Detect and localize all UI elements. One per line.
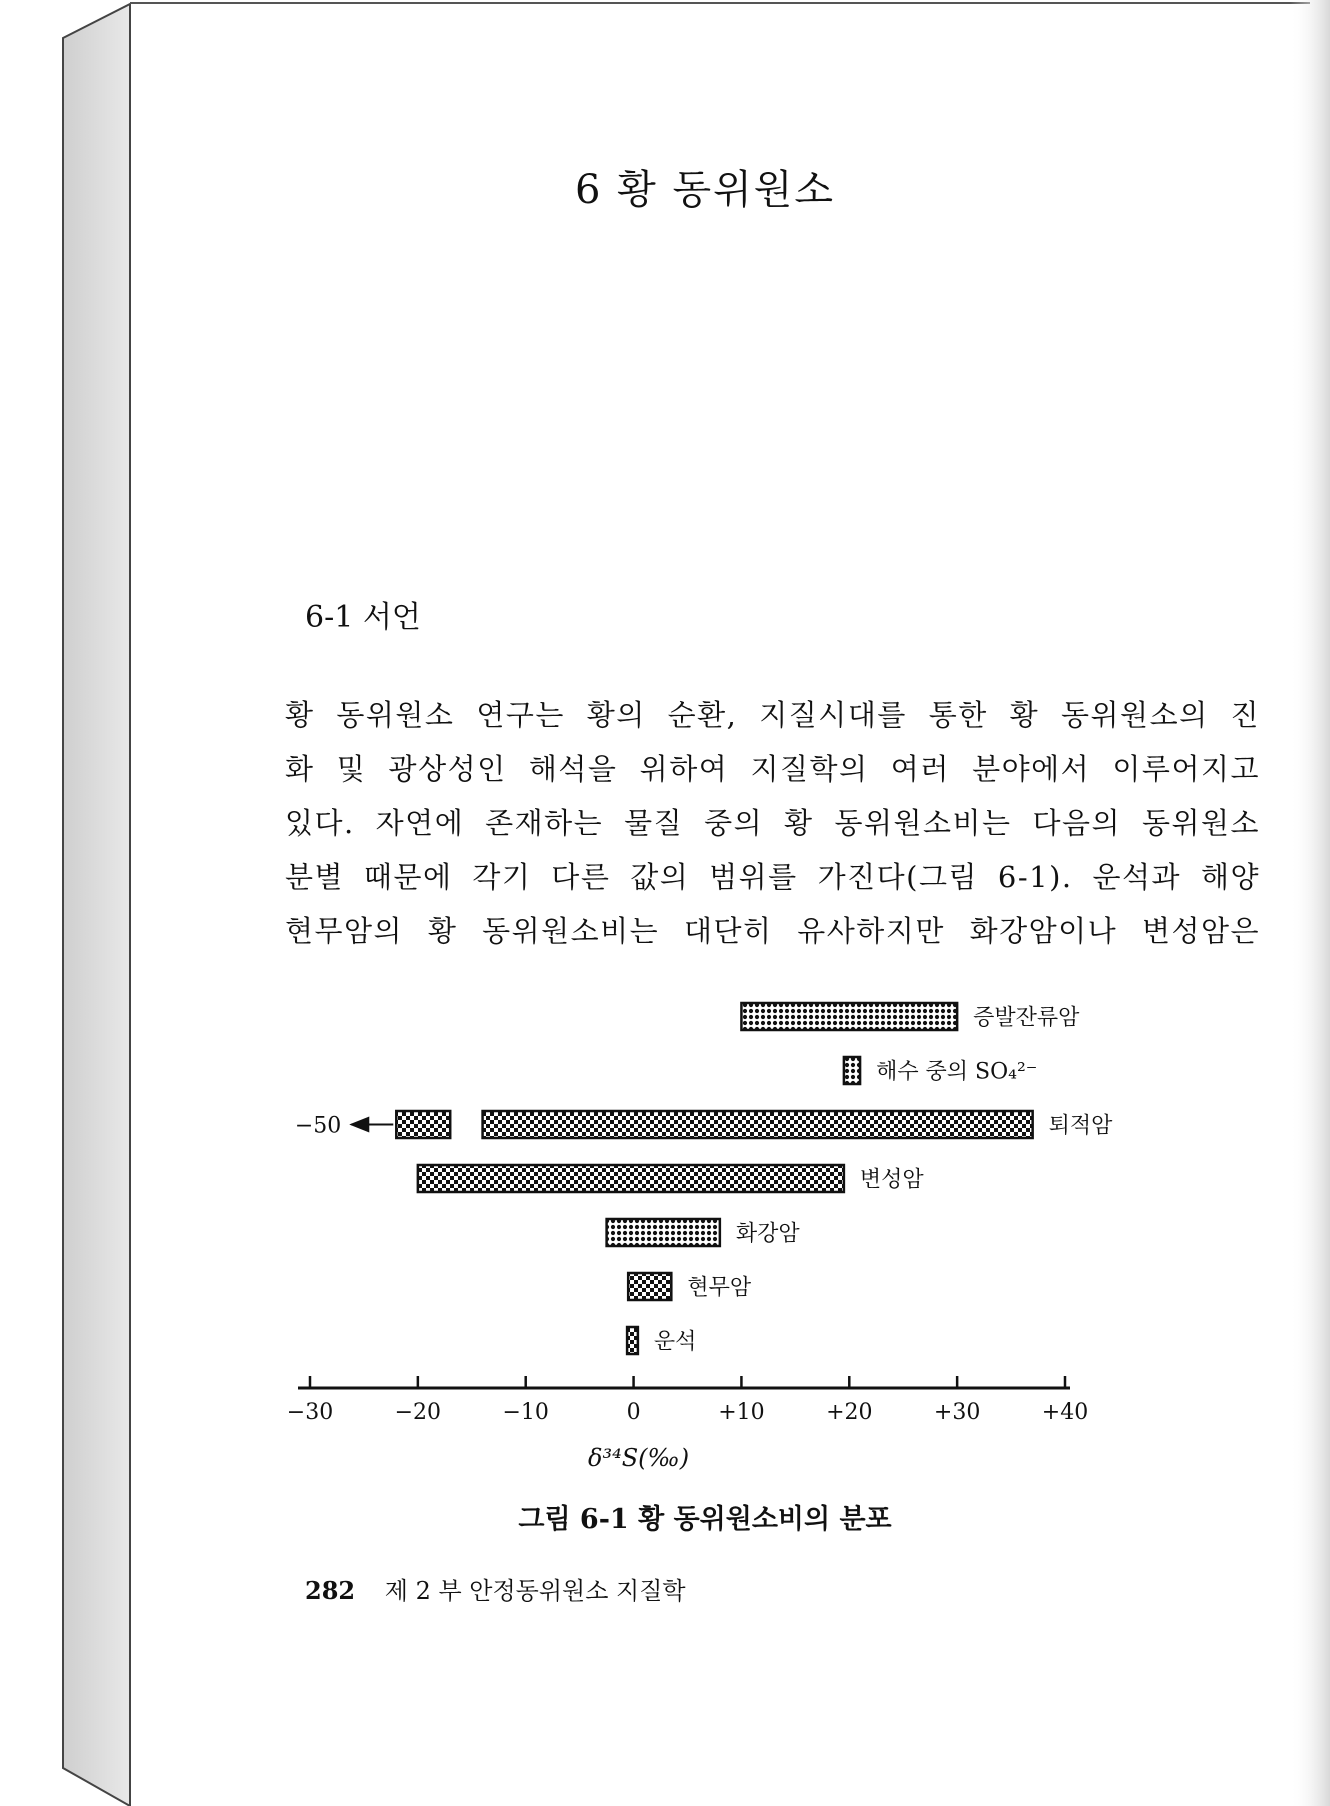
x-tick-label: −20 [394, 1400, 442, 1425]
range-extension-label: −50 [294, 1113, 342, 1139]
page-number: 282 [305, 1576, 356, 1605]
range-bar [741, 1003, 957, 1030]
book-page [130, 0, 1300, 1806]
body-line: 화 및 광상성인 해석을 위하여 지질학의 여러 분야에서 이루어지고 [285, 752, 1260, 786]
section-heading: 6-1 서언 [305, 600, 421, 635]
range-bar [483, 1111, 1033, 1138]
x-axis-label: δ³⁴S(‰) [588, 1444, 690, 1472]
range-label: 변성암 [859, 1167, 924, 1193]
range-label: 퇴적암 [1048, 1113, 1113, 1139]
x-tick-label: +40 [1041, 1400, 1089, 1425]
range-bar [844, 1057, 860, 1084]
x-tick-label: +20 [826, 1400, 873, 1425]
x-tick-label: 0 [626, 1400, 641, 1425]
x-tick-label: +30 [933, 1400, 981, 1425]
range-label: 화강암 [735, 1221, 800, 1247]
page-footer [305, 1571, 686, 1606]
range-bar [607, 1219, 720, 1246]
body-line: 현무암의 황 동위원소비는 대단히 유사하지만 화강암이나 변성암은 [285, 914, 1260, 948]
range-bar [628, 1273, 671, 1300]
x-tick-label: −30 [286, 1400, 334, 1425]
part-title: 제 2 부 안정동위원소 지질학 [384, 1577, 686, 1605]
x-tick-label: −10 [502, 1400, 549, 1425]
range-label: 증발잔류암 [973, 1005, 1080, 1031]
body-line: 황 동위원소 연구는 황의 순환, 지질시대를 통한 황 동위원소의 진 [285, 698, 1260, 732]
range-label: 운석 [653, 1329, 697, 1355]
range-label: 해수 중의 SO₄²⁻ [876, 1059, 1038, 1085]
body-line: 있다. 자연에 존재하는 물질 중의 황 동위원소비는 다음의 동위원소 [285, 806, 1260, 840]
range-label: 현무암 [687, 1275, 752, 1301]
range-bar [627, 1327, 638, 1354]
range-bar [418, 1165, 844, 1192]
chapter-title: 6 황 동위원소 [574, 167, 836, 213]
body-line: 분별 때문에 각기 다른 값의 범위를 가진다(그림 6-1). 운석과 해양 [285, 860, 1260, 894]
x-tick-label: +10 [718, 1400, 765, 1425]
figure-caption: 그림 6-1 황 동위원소비의 분포 [518, 1504, 892, 1535]
range-bar [396, 1111, 450, 1138]
